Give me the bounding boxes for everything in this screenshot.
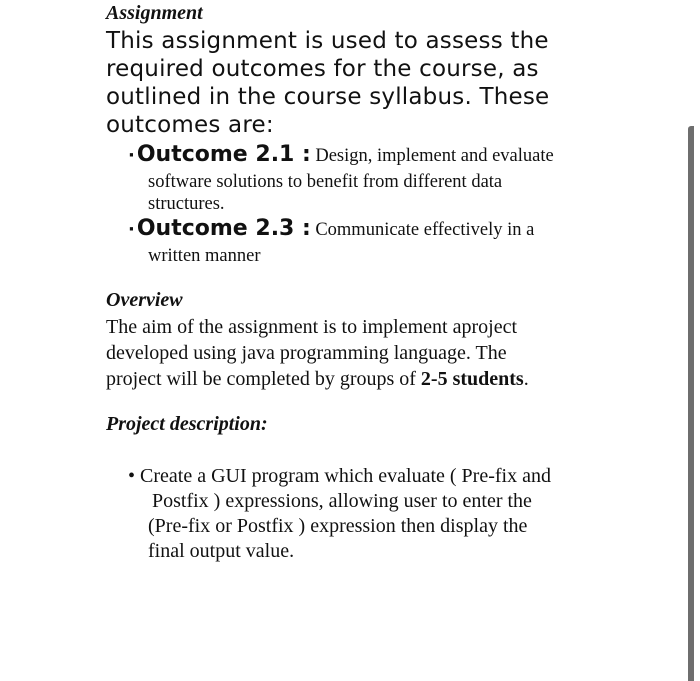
overview-line: The aim of the assignment is to implement aproject [106, 316, 518, 338]
assignment-heading: Assignment [106, 2, 203, 24]
overview-line [106, 366, 576, 392]
intro-line: outlined in the course syllabus. These [106, 84, 550, 110]
project-line [128, 464, 598, 489]
outcome-description: Design, implement and evaluate [315, 146, 554, 166]
project-line: Postfix ) expressions, allowing user to enter the [152, 490, 532, 512]
outcome-continuation: written manner [148, 246, 261, 266]
outcome-item [128, 140, 598, 215]
overview-period: . [523, 368, 529, 390]
group-size-emphasis: 2-5 students [420, 368, 524, 390]
bullet-dot: · [128, 145, 135, 166]
project-description-heading: Project description: [106, 413, 268, 435]
project-line: final output value. [148, 540, 295, 562]
overview-heading: Overview [106, 289, 183, 311]
intro-line: outcomes are: [106, 112, 274, 138]
outcome-description: Communicate effectively in a [315, 220, 535, 240]
intro-line: This assignment is used to assess the [106, 28, 549, 54]
overview-paragraph [106, 314, 576, 392]
overview-line: developed using java programming language. The [106, 342, 507, 364]
outcome-item [128, 214, 598, 267]
vertical-scrollbar[interactable] [688, 126, 694, 681]
outcome-continuation: structures. [148, 194, 225, 214]
project-line: (Pre-fix or Postfix ) expression then display the [148, 515, 528, 537]
project-bullet-item [128, 464, 598, 564]
bullet-dot: • [128, 465, 136, 487]
overview-text: project will be completed by groups of [106, 368, 421, 390]
outcome-continuation: software solutions to benefit from different data [148, 172, 503, 192]
bullet-dot: · [128, 219, 135, 240]
outcome-code: Outcome 2.3 : [136, 216, 311, 241]
intro-line: required outcomes for the course, as [106, 56, 539, 82]
outcome-code: Outcome 2.1 : [136, 142, 311, 167]
project-text: Create a GUI program which evaluate ( Pre-fix and [140, 465, 551, 487]
assignment-intro [106, 27, 576, 139]
